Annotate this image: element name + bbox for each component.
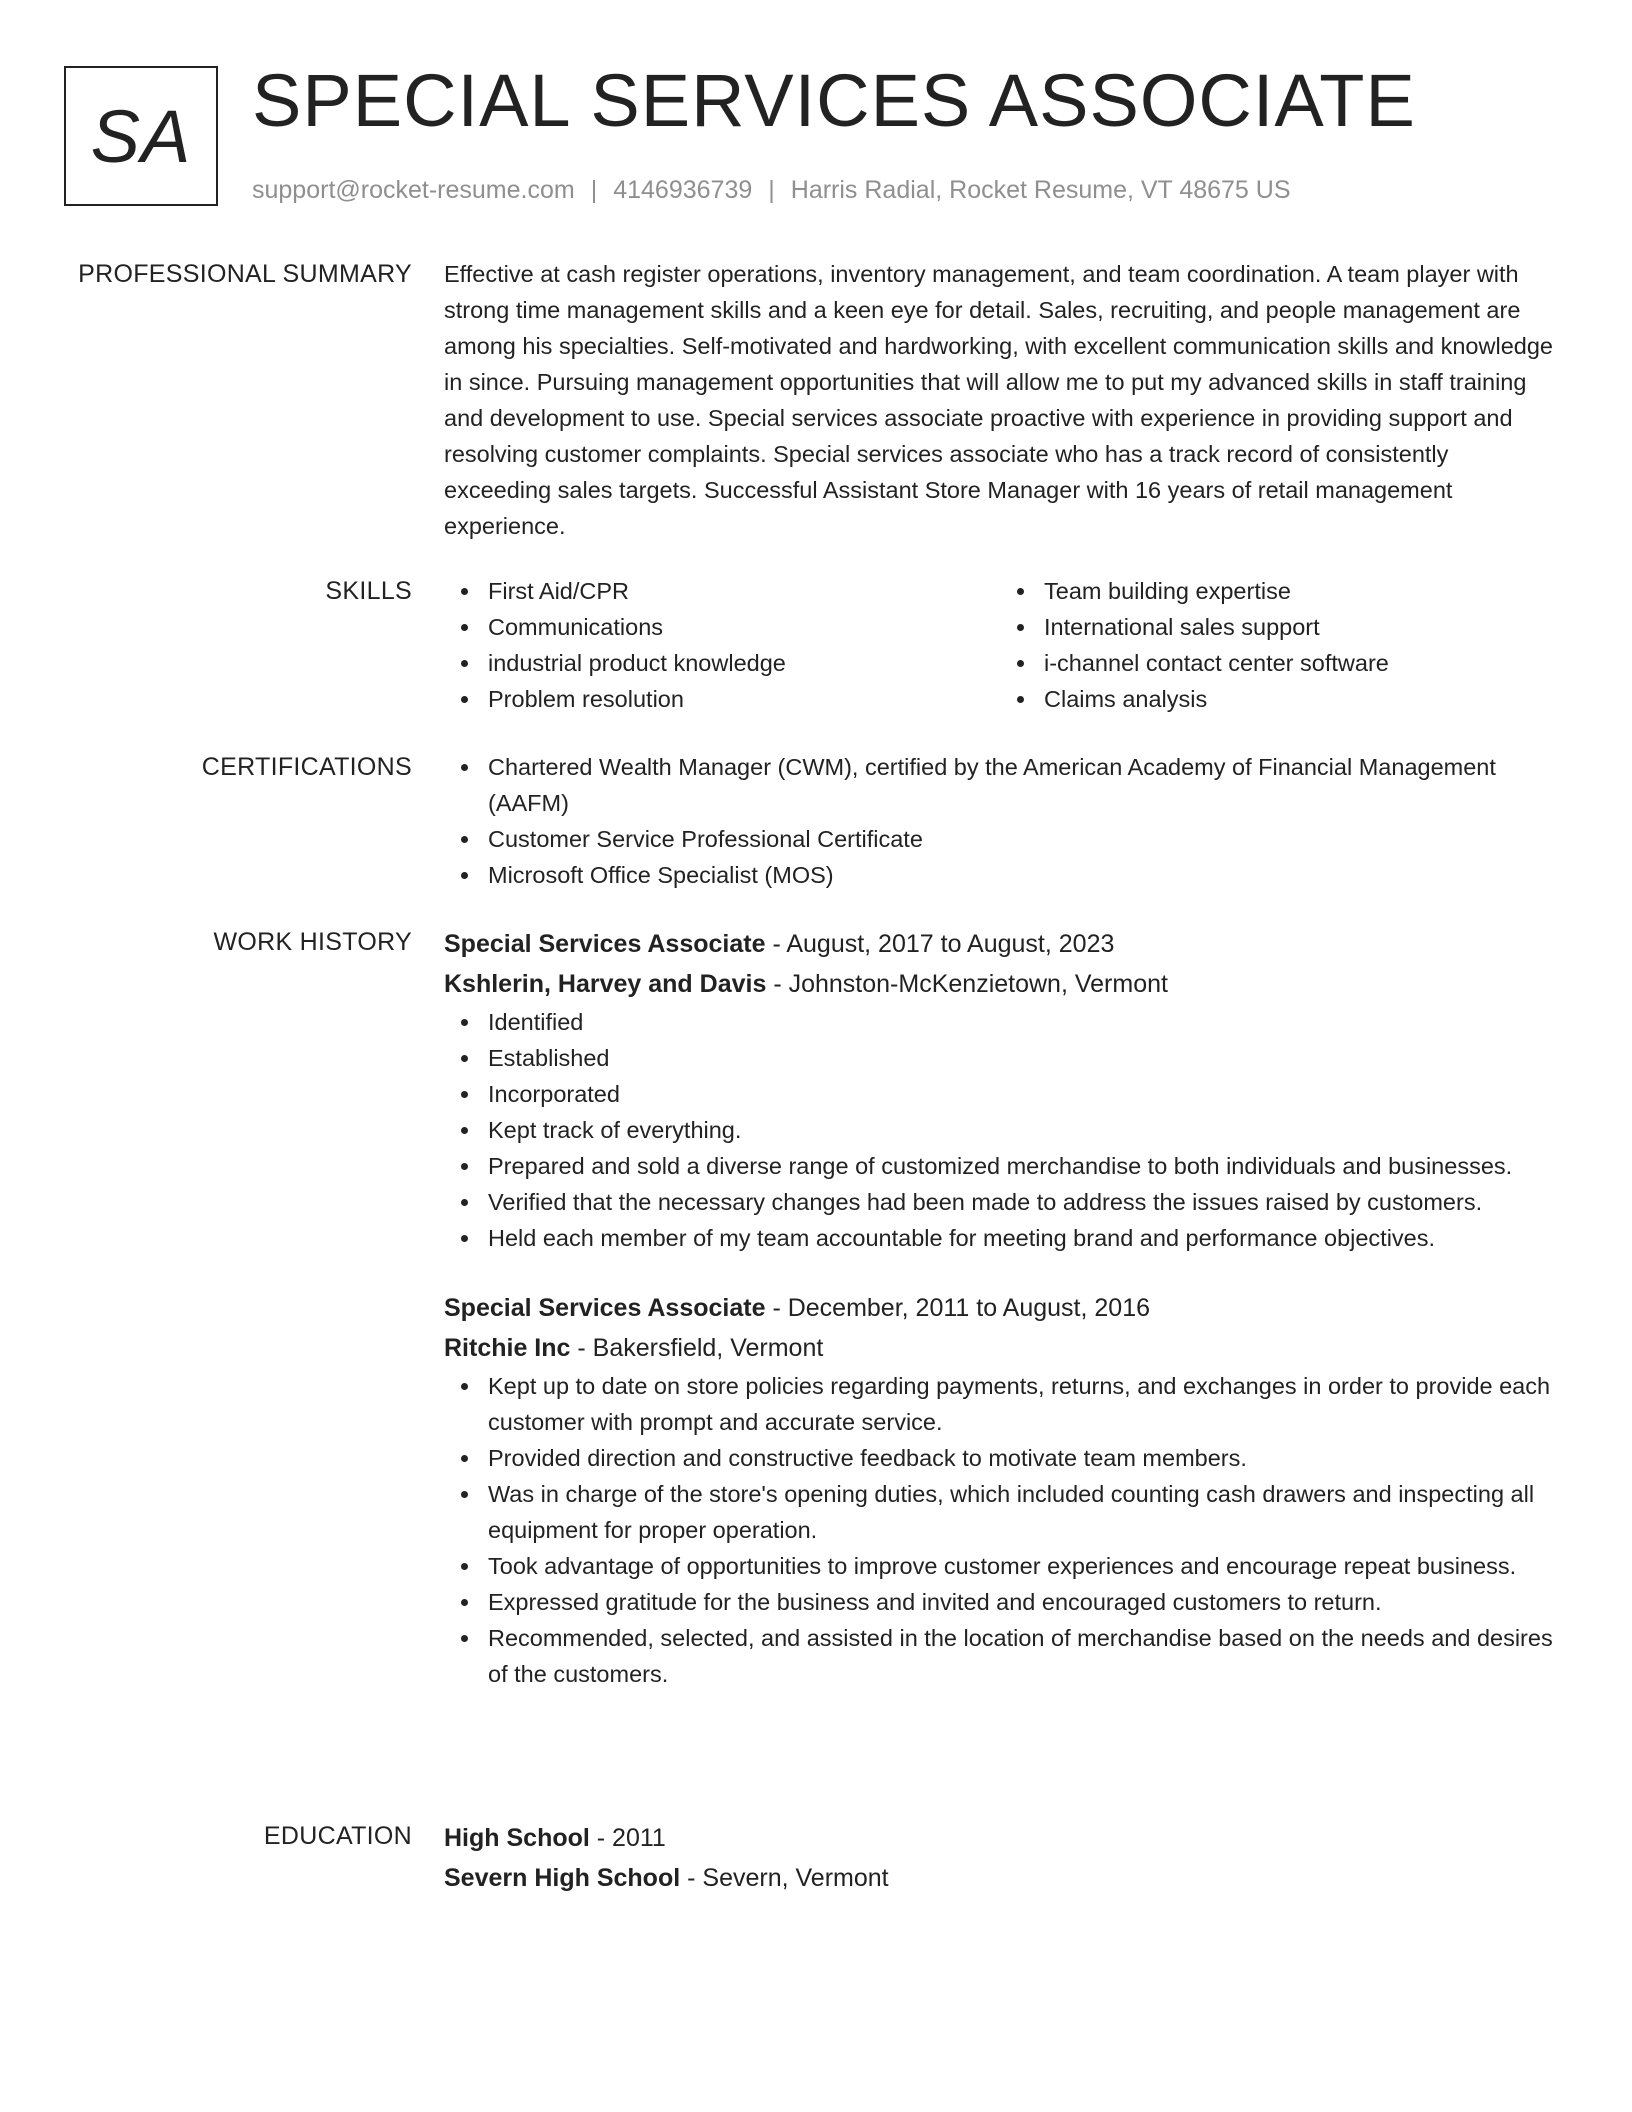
contact-separator: | [590, 176, 598, 204]
certifications-list [444, 749, 1556, 893]
summary-text: Effective at cash register operations, inventory management, and team coordination. A team player with strong time management skills and a keen eye for detail. Sales, recruiting, and people management are among his specialties. Self-motivated and hardworking, with excellent communication skills and knowledge in since. Pursuing management opportunities that will allow me to put my advanced skills in staff training and development to use. Special services associate proactive with experience in providing support and resolving customer complaints. Special services associate who has a track record of consistently exceeding sales targets. Successful Assistant Store Manager with 16 years of retail management experience. [444, 261, 1553, 539]
job-company: Kshlerin, Harvey and Davis [444, 970, 767, 998]
job-title: Special Services Associate [444, 1294, 766, 1322]
education-year: - 2011 [589, 1824, 666, 1852]
education-body [444, 1818, 1556, 1898]
job-location: - Johnston-McKenzietown, Vermont [766, 970, 1168, 998]
section-label-skills: SKILLS [325, 577, 412, 605]
section-label-summary: PROFESSIONAL SUMMARY [78, 260, 412, 288]
job-company: Ritchie Inc [444, 1334, 571, 1362]
skills-body [444, 573, 1556, 717]
skill-item: Team building expertise [1044, 573, 1556, 609]
job-entry [444, 924, 1556, 1256]
summary-body [444, 256, 1556, 544]
job-location: - Bakersfield, Vermont [570, 1334, 824, 1362]
job-entry [444, 1288, 1556, 1692]
skill-item: Communications [488, 609, 1000, 645]
job-duty-item: Incorporated [488, 1076, 1556, 1112]
contact-line [252, 172, 1291, 208]
job-title: Special Services Associate [444, 930, 766, 958]
job-company-line [444, 964, 1556, 1004]
section-label-education: EDUCATION [263, 1822, 412, 1850]
work-history-body [444, 924, 1556, 1692]
job-company-line [444, 1328, 1556, 1368]
job-title-line [444, 1288, 1556, 1328]
education-location: - Severn, Vermont [680, 1864, 889, 1892]
education-degree-line [444, 1818, 1556, 1858]
skills-grid [444, 573, 1556, 717]
certifications-body [444, 749, 1556, 893]
skill-item: Problem resolution [488, 681, 1000, 717]
monogram-badge: SA [64, 66, 218, 206]
job-duty-item: Recommended, selected, and assisted in the location of merchandise based on the needs and desires of the customers. [488, 1620, 1556, 1692]
skill-item: International sales support [1044, 609, 1556, 645]
job-duty-item: Identified [488, 1004, 1556, 1040]
skills-list-right [1000, 573, 1556, 717]
page-title: SPECIAL SERVICES ASSOCIATE [252, 59, 1416, 142]
skill-item: industrial product knowledge [488, 645, 1000, 681]
job-title-line [444, 924, 1556, 964]
certification-item: Chartered Wealth Manager (CWM), certified by the American Academy of Financial Management (AAFM) [488, 749, 1556, 821]
job-duty-item: Was in charge of the store's opening duties, which included counting cash drawers and inspecting all equipment for proper operation. [488, 1476, 1556, 1548]
job-dates: - August, 2017 to August, 2023 [765, 930, 1115, 958]
job-dates: - December, 2011 to August, 2016 [765, 1294, 1151, 1322]
skill-item: i-channel contact center software [1044, 645, 1556, 681]
job-duty-item: Took advantage of opportunities to improve customer experiences and encourage repeat business. [488, 1548, 1556, 1584]
job-duty-item: Provided direction and constructive feedback to motivate team members. [488, 1440, 1556, 1476]
job-duties-list [444, 1004, 1556, 1256]
section-label-certifications: CERTIFICATIONS [201, 753, 412, 781]
job-duty-item: Established [488, 1040, 1556, 1076]
contact-email: support@rocket-resume.com [252, 176, 575, 204]
education-degree: High School [444, 1824, 590, 1852]
skill-item: Claims analysis [1044, 681, 1556, 717]
certification-item: Microsoft Office Specialist (MOS) [488, 857, 1556, 893]
job-duty-item: Kept track of everything. [488, 1112, 1556, 1148]
contact-phone: 4146936739 [613, 176, 753, 204]
section-label-work-history: WORK HISTORY [213, 928, 412, 956]
education-school-line [444, 1858, 1556, 1898]
skills-list-left [444, 573, 1000, 717]
contact-separator: | [768, 176, 775, 204]
job-duties-list [444, 1368, 1556, 1692]
job-duty-item: Held each member of my team accountable for meeting brand and performance objectives. [488, 1220, 1556, 1256]
job-duty-item: Kept up to date on store policies regarding payments, returns, and exchanges in order to provide each customer with prompt and accurate service. [488, 1368, 1556, 1440]
job-duty-item: Prepared and sold a diverse range of customized merchandise to both individuals and businesses. [488, 1148, 1556, 1184]
job-duty-item: Verified that the necessary changes had been made to address the issues raised by customers. [488, 1184, 1556, 1220]
contact-address: Harris Radial, Rocket Resume, VT 48675 US [790, 176, 1291, 204]
education-school: Severn High School [444, 1864, 681, 1892]
job-duty-item: Expressed gratitude for the business and invited and encouraged customers to return. [488, 1584, 1556, 1620]
certification-item: Customer Service Professional Certificate [488, 821, 1556, 857]
skill-item: First Aid/CPR [488, 573, 1000, 609]
